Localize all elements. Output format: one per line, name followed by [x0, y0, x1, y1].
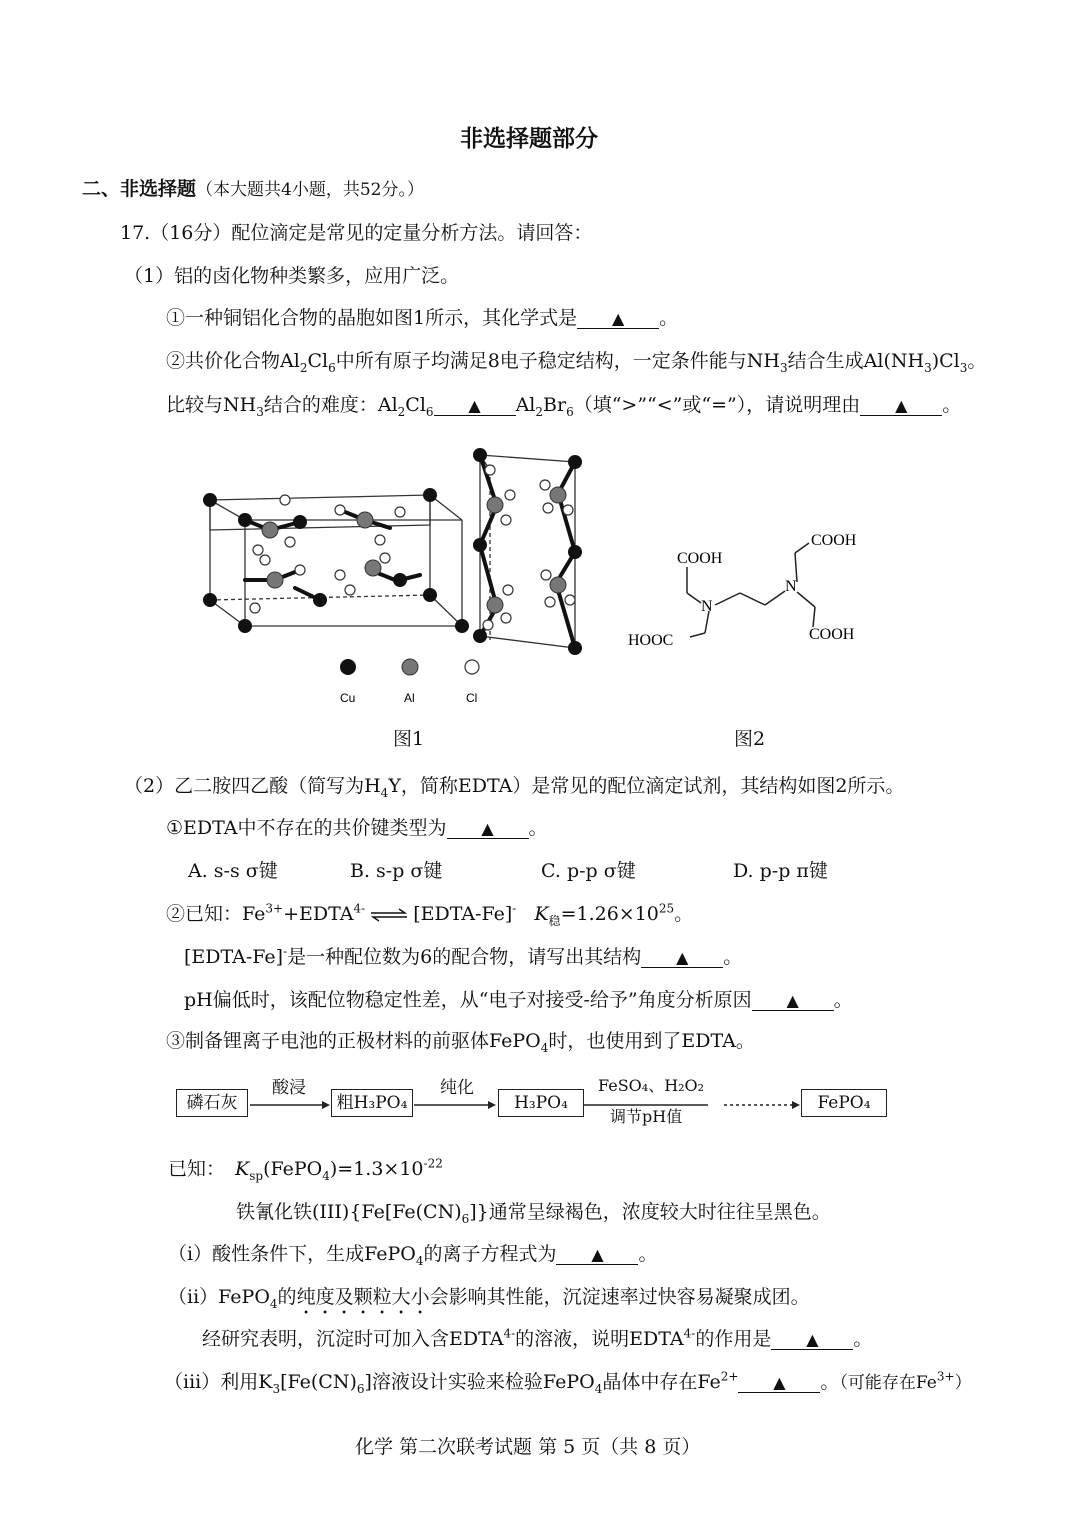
t: pH偏低时，该配位物稳定性差，从“电子对接受-给予”角度分析原因 — [184, 989, 752, 1011]
sub: 4 — [415, 1253, 424, 1268]
sub-question-ii-research — [202, 1326, 873, 1350]
part-2-2-ph — [184, 991, 853, 1011]
t: 经研究表明，沉淀时可加入含EDTA — [202, 1328, 504, 1350]
sub: 3 — [272, 1381, 281, 1396]
t: [Fe(CN) — [280, 1371, 357, 1393]
figure-2-edta-structure — [625, 525, 875, 660]
hooc-bottom-left: HOOC — [628, 632, 674, 649]
t: （iii）利用K — [164, 1371, 273, 1393]
blank-mark: ▲ — [895, 396, 908, 415]
sub: 6 — [461, 1211, 470, 1226]
page-footer: 化学 第二次联考试题 第 5 页（共 8 页） — [355, 1436, 701, 1458]
answer-blank[interactable] — [752, 991, 834, 1011]
part-1-2 — [166, 350, 987, 375]
sub: 4 — [380, 785, 389, 800]
sub: 3 — [256, 404, 264, 419]
answer-blank[interactable] — [860, 396, 942, 416]
t: （i）酸性条件下，生成FePO — [168, 1243, 416, 1265]
sub: 2 — [535, 404, 544, 419]
sup: -22 — [423, 1156, 443, 1171]
t: ②已知：Fe — [166, 903, 266, 925]
answer-blank[interactable] — [556, 1245, 638, 1265]
t: ③制备锂离子电池的正极材料的前驱体FePO — [166, 1030, 541, 1052]
blank-mark: ▲ — [468, 396, 481, 415]
flow-box-crude-acid: 粗H₃PO₄ — [331, 1089, 413, 1117]
t: [EDTA-Fe] — [413, 903, 513, 925]
arrow-label-adjust-ph: 调节pH值 — [610, 1107, 683, 1126]
t: 已知： — [168, 1158, 226, 1180]
page-title: 非选择题部分 — [460, 126, 598, 152]
sup: - — [283, 944, 288, 959]
cooh-top-left: COOH — [677, 550, 723, 567]
sub: 2 — [299, 360, 308, 375]
option-a[interactable]: A. s-s σ键 — [188, 860, 278, 882]
t: ]溶液设计实验来检验FePO — [364, 1371, 595, 1393]
legend-cl: Cl — [466, 691, 478, 705]
flow-box-pure-acid: H₃PO₄ — [498, 1089, 584, 1117]
part-1-1 — [166, 309, 678, 329]
t: 的溶液，说明EDTA — [515, 1328, 684, 1350]
sub: 4 — [594, 1381, 603, 1396]
sup: 25 — [658, 901, 675, 916]
sup: 4- — [353, 901, 366, 916]
t: +EDTA — [283, 903, 354, 925]
sup: 2+ — [720, 1369, 739, 1384]
nitrogen-left: N — [701, 598, 713, 615]
t: =1.26×10 — [560, 903, 659, 925]
t: 是一种配位数为6的配合物，请写出其结构 — [287, 946, 642, 968]
sub: 4 — [540, 1040, 549, 1055]
sup: - — [512, 901, 517, 916]
flow-box-fepo4: FePO₄ — [801, 1089, 887, 1117]
part-1-3 — [166, 394, 962, 419]
cooh-top-right: COOH — [811, 532, 857, 549]
cooh-bottom-right: COOH — [809, 626, 855, 643]
t: （2）乙二胺四乙酸（简写为H — [124, 775, 381, 797]
sub: 3 — [924, 360, 932, 375]
t: 。 — [638, 1243, 658, 1265]
t: （ii）FePO — [168, 1286, 270, 1308]
option-c[interactable]: C. p-p σ键 — [541, 860, 636, 882]
arrow-label-purify: 纯化 — [440, 1078, 474, 1098]
t: 。 — [942, 394, 962, 416]
t: Br — [543, 394, 567, 416]
nitrogen-right: N — [785, 578, 797, 595]
t: （可能存在Fe — [839, 1373, 937, 1393]
t: K — [534, 903, 549, 925]
t: 。 — [674, 903, 694, 925]
figure-1-caption: 图1 — [393, 728, 425, 750]
part-2-intro — [124, 775, 905, 800]
t: 铁氰化铁(III){Fe[Fe(CN) — [236, 1201, 462, 1223]
sub: 3 — [780, 360, 788, 375]
sub: 3 — [959, 360, 968, 375]
t: ]}通常呈绿褐色，浓度较大时往往呈黑色。 — [469, 1201, 831, 1223]
t: [EDTA-Fe] — [184, 946, 284, 968]
t: (FePO — [263, 1158, 323, 1180]
part-2-2-structure — [184, 944, 743, 968]
sub: 6 — [566, 404, 574, 419]
part-1-1-text: ①一种铜铝化合物的晶胞如图1所示，其化学式是 — [166, 307, 578, 329]
sub: 稳 — [548, 913, 561, 928]
t: 。 — [723, 946, 743, 968]
t: 晶体中存在Fe — [602, 1371, 721, 1393]
t: 会影响其性能，沉淀速率过快容易凝聚成团。 — [429, 1286, 810, 1308]
t: 。 — [853, 1328, 873, 1350]
sub: sp — [249, 1168, 264, 1183]
answer-blank[interactable] — [771, 1330, 853, 1350]
t: 结合生成Al(NH — [787, 350, 925, 372]
part-1-intro: （1）铝的卤化物种类繁多，应用广泛。 — [124, 265, 460, 287]
sup: 4- — [503, 1326, 516, 1341]
t: )=1.3×10 — [329, 1158, 424, 1180]
sub-question-ii — [168, 1286, 810, 1319]
t: ） — [954, 1373, 972, 1393]
known-prussian — [236, 1201, 831, 1226]
known-ksp — [168, 1156, 443, 1183]
part-2-2-equilibrium — [166, 901, 694, 928]
sub: 4 — [322, 1168, 330, 1183]
t: )Cl — [931, 350, 960, 372]
part-2-1 — [166, 819, 548, 839]
t: 。 — [820, 1371, 840, 1393]
t: 的离子方程式为 — [423, 1243, 557, 1265]
sub: 6 — [356, 1381, 365, 1396]
t: 。 — [967, 350, 987, 372]
answer-blank[interactable] — [577, 309, 659, 329]
sub: 4 — [269, 1296, 278, 1311]
blank-mark: ▲ — [676, 948, 689, 967]
flow-arrows — [248, 1098, 800, 1112]
equilibrium-arrow-icon — [369, 908, 409, 922]
t: 结合的难度：Al — [263, 394, 398, 416]
section-note: （本大题共4小题，共52分。） — [196, 180, 424, 200]
option-d[interactable]: D. p-p π键 — [733, 860, 828, 882]
figure-2-caption: 图2 — [734, 728, 766, 750]
blank-mark: ▲ — [591, 1245, 604, 1264]
arrow-label-reagents: FeSO₄、H₂O₂ — [598, 1076, 705, 1095]
section-heading — [82, 180, 424, 199]
flow-box-phosphate-rock: 磷石灰 — [176, 1089, 248, 1117]
answer-blank[interactable] — [447, 819, 529, 839]
sup: 3+ — [265, 901, 284, 916]
punct: 。 — [659, 307, 679, 329]
t: 比较与NH — [166, 394, 257, 416]
answer-blank[interactable] — [434, 396, 516, 416]
answer-blank[interactable] — [641, 948, 723, 968]
sup: 4- — [683, 1326, 696, 1341]
t: Al — [515, 394, 536, 416]
question-stem: 17.（16分）配位滴定是常见的定量分析方法。请回答： — [120, 222, 593, 244]
t: 的 — [277, 1286, 297, 1308]
blank-mark: ▲ — [611, 309, 625, 328]
figure-1-unit-cell — [190, 440, 600, 730]
t: （填“>”“<”或“=”），请说明理由 — [573, 394, 861, 416]
legend-al: Al — [404, 691, 415, 705]
option-b[interactable]: B. s-p σ键 — [350, 860, 443, 882]
sub: 6 — [328, 360, 336, 375]
emphasis-text: 纯度及颗粒大小 — [296, 1286, 430, 1308]
sub-question-i — [168, 1243, 658, 1268]
t: Cl — [405, 394, 426, 416]
t: 的作用是 — [695, 1328, 772, 1350]
t: 时，也使用到了EDTA。 — [548, 1030, 755, 1052]
t: ①EDTA中不存在的共价键类型为 — [166, 817, 447, 839]
part-2-3 — [166, 1030, 755, 1055]
answer-blank[interactable] — [738, 1373, 820, 1393]
t: Cl — [307, 350, 329, 372]
sub: 6 — [425, 404, 434, 419]
blank-mark: ▲ — [806, 1330, 819, 1349]
blank-mark: ▲ — [481, 819, 494, 838]
t: Y，简称EDTA）是常见的配位滴定试剂，其结构如图2所示。 — [388, 775, 905, 797]
t: 。 — [833, 989, 853, 1011]
sub: 2 — [397, 404, 406, 419]
sub-question-iii — [164, 1369, 972, 1396]
sup: 3+ — [936, 1369, 955, 1384]
blank-mark: ▲ — [773, 1373, 786, 1392]
arrow-label-acid-leach: 酸浸 — [272, 1078, 306, 1098]
t: K — [235, 1158, 250, 1180]
legend-cu: Cu — [340, 691, 356, 705]
blank-mark: ▲ — [786, 991, 799, 1010]
section-heading-label: 二、非选择题 — [82, 178, 197, 200]
t: 中所有原子均满足8电子稳定结构，一定条件能与NH — [335, 350, 781, 372]
t: ②共价化合物Al — [166, 350, 300, 372]
t: 。 — [528, 817, 548, 839]
